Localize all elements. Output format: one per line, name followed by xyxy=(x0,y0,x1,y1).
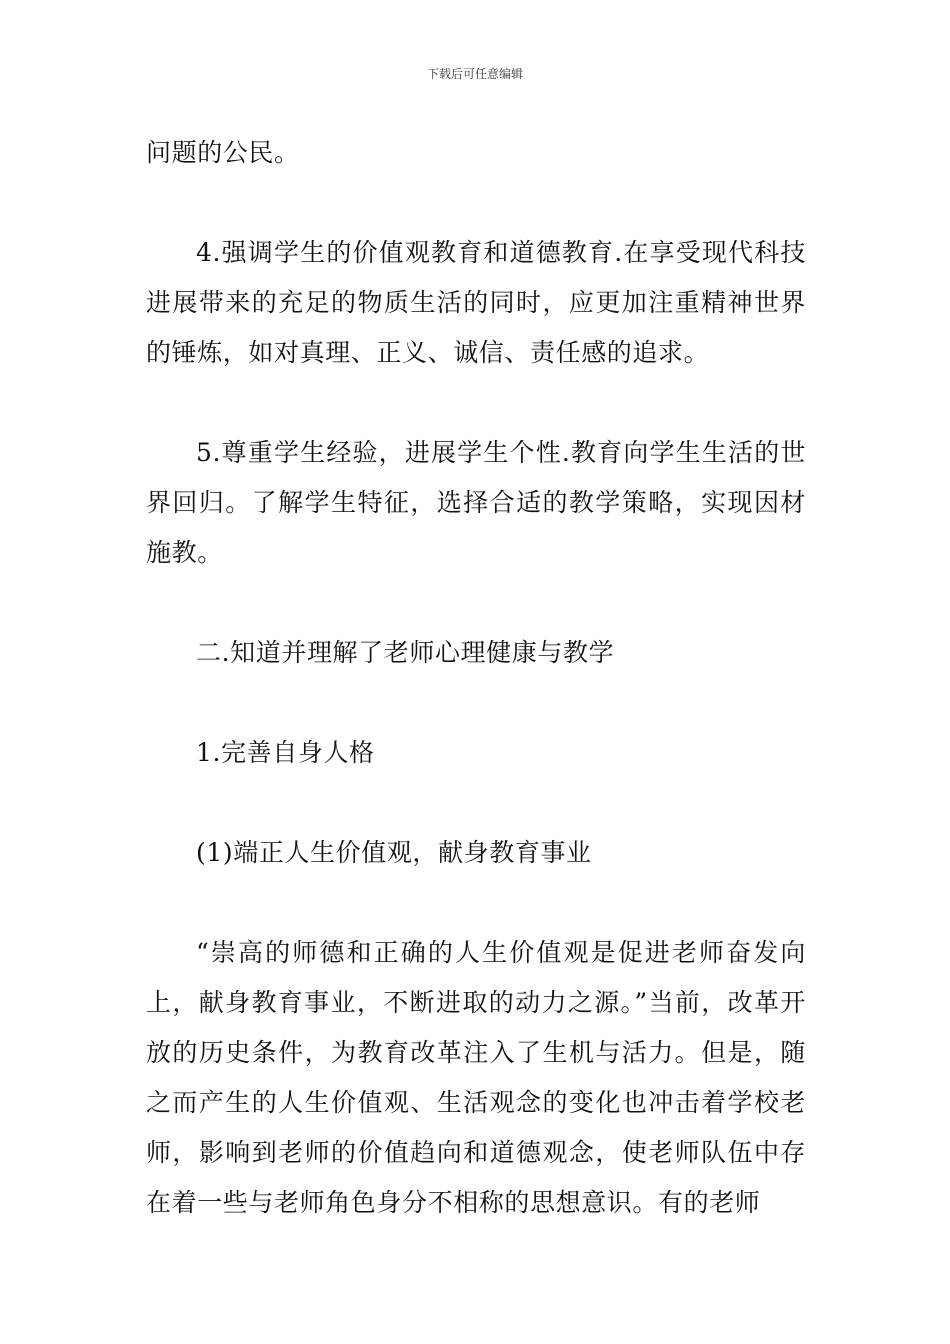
paragraph-quote: “崇高的师德和正确的人生价值观是促进老师奋发向上，献身教育事业，不断进取的动力之源。”当前，改革开放的历史条件，为教育改革注入了生机与活力。但是，随之而产生的人生价值观、生活观念的变化也冲击着学校老师，影响到老师的价值趋向和道德观念，使老师队伍中存在着一些与老师角色身分不相称的思想意识。有的老师 xyxy=(146,938,806,1217)
paragraph-item-4: 4.强调学生的价值观教育和道德教育.在享受现代科技进展带来的充足的物质生活的同时，应更加注重精神世界的锤炼，如对真理、正义、诚信、责任感的追求。 xyxy=(146,238,806,367)
paragraph-continuation: 问题的公民。 xyxy=(146,138,300,167)
paragraph-item-5: 5.尊重学生经验，进展学生个性.教育向学生生活的世界回归。了解学生特征，选择合适的教学策略，实现因材施教。 xyxy=(146,438,806,567)
document-body xyxy=(146,128,806,1228)
subheading-1: 1.完善自身人格 xyxy=(196,738,375,767)
subheading-1-1: (1)端正人生价值观，献身教育事业 xyxy=(196,838,592,867)
section-heading-2: 二.知道并理解了老师心理健康与教学 xyxy=(196,638,615,667)
page-header-note: 下载后可任意编辑 xyxy=(426,67,523,81)
